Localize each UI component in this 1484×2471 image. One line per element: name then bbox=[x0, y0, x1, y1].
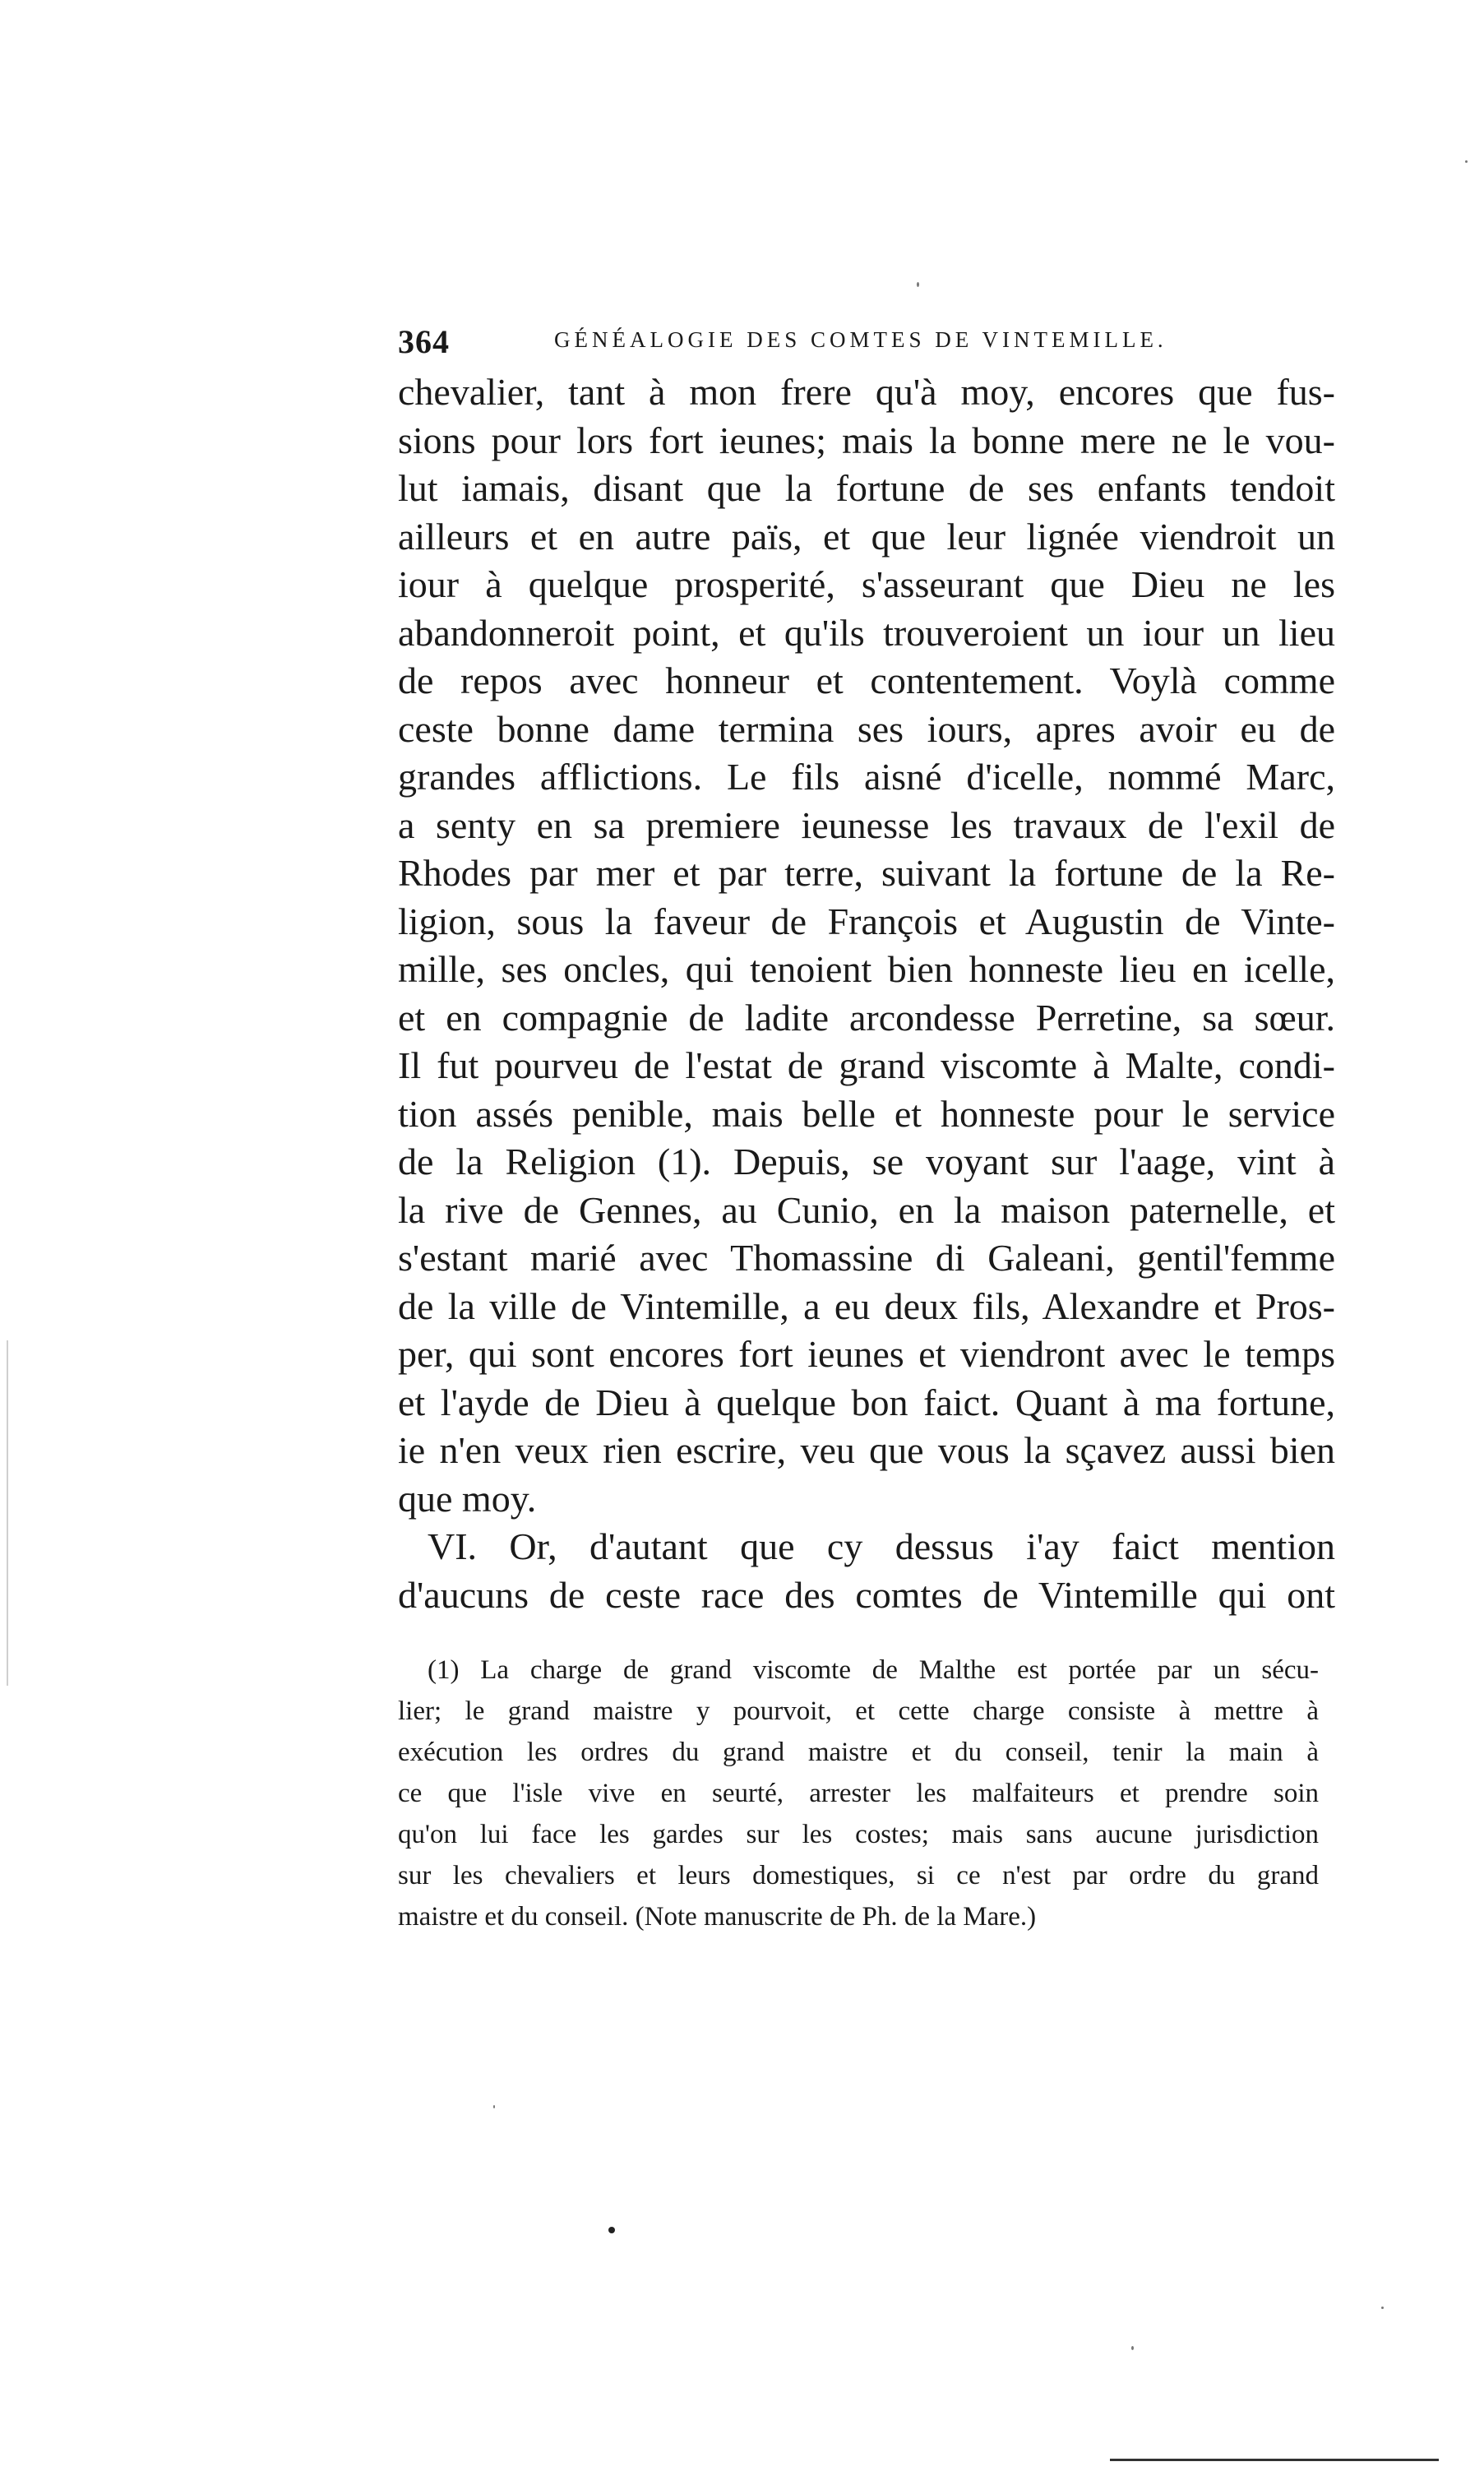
body-line: que moy. bbox=[398, 1477, 537, 1520]
body-line: ligion, sous la faveur de François et Augustin de Vinte- bbox=[398, 900, 1335, 942]
body-line: chevalier, tant à mon frere qu'à moy, encores que fus- bbox=[398, 371, 1335, 413]
footnote-line: sur les chevaliers et leurs domestiques, si ce n'est par ordre du grand bbox=[398, 1861, 1319, 1890]
body-line: abandonneroit point, et qu'ils trouveroient un iour un lieu bbox=[398, 611, 1335, 654]
body-line: la rive de Gennes, au Cunio, en la maison paternelle, et bbox=[398, 1188, 1335, 1231]
page-number: 364 bbox=[398, 323, 450, 360]
body-line: Rhodes par mer et par terre, suivant la fortune de la Re- bbox=[398, 852, 1335, 894]
body-line: Il fut pourveu de l'estat de grand viscomte à Malte, condi- bbox=[398, 1044, 1335, 1086]
scan-margin-line bbox=[7, 1340, 8, 1686]
footnote-line: (1) La charge de grand viscomte de Malthe est portée par un sécu- bbox=[428, 1655, 1319, 1685]
body-line: a senty en sa premiere ieunesse les travaux de l'exil de bbox=[398, 803, 1335, 846]
scan-speck bbox=[1465, 160, 1468, 163]
body-line: sions pour lors fort ieunes; mais la bonne mere ne le vou- bbox=[398, 419, 1335, 461]
body-text bbox=[398, 368, 1335, 1619]
scan-speck bbox=[608, 2227, 615, 2233]
scan-speck bbox=[1131, 2346, 1134, 2350]
body-line: grandes afflictions. Le fils aisné d'icelle, nommé Marc, bbox=[398, 756, 1335, 798]
body-line: tion assés penible, mais belle et honneste pour le service bbox=[398, 1092, 1335, 1135]
footnote-line: maistre et du conseil. (Note manuscrite de Ph. de la Mare.) bbox=[398, 1902, 1037, 1932]
body-line: s'estant marié avec Thomassine di Galeani, gentil'femme bbox=[398, 1237, 1335, 1279]
body-line: ailleurs et en autre païs, et que leur lignée viendroit un bbox=[398, 515, 1335, 558]
body-line: per, qui sont encores fort ieunes et viendront avec le temps bbox=[398, 1333, 1335, 1375]
scan-speck bbox=[917, 282, 919, 287]
body-line: de repos avec honneur et contentement. Voylà comme bbox=[398, 659, 1335, 701]
running-head bbox=[398, 316, 1319, 365]
footnote-line: qu'on lui face les gardes sur les costes; mais sans aucune jurisdiction bbox=[398, 1820, 1319, 1849]
body-line: et en compagnie de ladite arcondesse Perretine, sa sœur. bbox=[398, 996, 1335, 1039]
body-line: ie n'en veux rien escrire, veu que vous la sçavez aussi bien bbox=[398, 1429, 1335, 1471]
footnote-line: ce que l'isle vive en seurté, arrester les malfaiteurs et prendre soin bbox=[398, 1779, 1319, 1808]
section-start-line: VI. Or, d'autant que cy dessus i'ay faict mention bbox=[428, 1525, 1335, 1567]
running-title: GÉNÉALOGIE DES COMTES DE VINTEMILLE. bbox=[554, 327, 1167, 352]
body-line: et l'ayde de Dieu à quelque bon faict. Quant à ma fortune, bbox=[398, 1381, 1335, 1423]
scan-bottom-line bbox=[1110, 2459, 1439, 2461]
body-line: iour à quelque prosperité, s'asseurant que Dieu ne les bbox=[398, 563, 1335, 605]
body-line: de la ville de Vintemille, a eu deux fils, Alexandre et Pros- bbox=[398, 1284, 1335, 1327]
footnote-line: lier; le grand maistre y pourvoit, et cette charge consiste à mettre à bbox=[398, 1696, 1319, 1726]
body-line: lut iamais, disant que la fortune de ses enfants tendoit bbox=[398, 467, 1335, 509]
scan-speck bbox=[493, 2105, 495, 2108]
body-line: mille, ses oncles, qui tenoient bien honneste lieu en icelle, bbox=[398, 948, 1335, 990]
body-line: ceste bonne dame termina ses iours, apres avoir eu de bbox=[398, 707, 1335, 750]
body-line: d'aucuns de ceste race des comtes de Vintemille qui ont bbox=[398, 1573, 1335, 1616]
scan-speck bbox=[1381, 2307, 1384, 2309]
footnote-line: exécution les ordres du grand maistre et du conseil, tenir la main à bbox=[398, 1738, 1319, 1767]
footnote bbox=[398, 1650, 1319, 1937]
body-line: de la Religion (1). Depuis, se voyant sur l'aage, vint à bbox=[398, 1141, 1335, 1182]
